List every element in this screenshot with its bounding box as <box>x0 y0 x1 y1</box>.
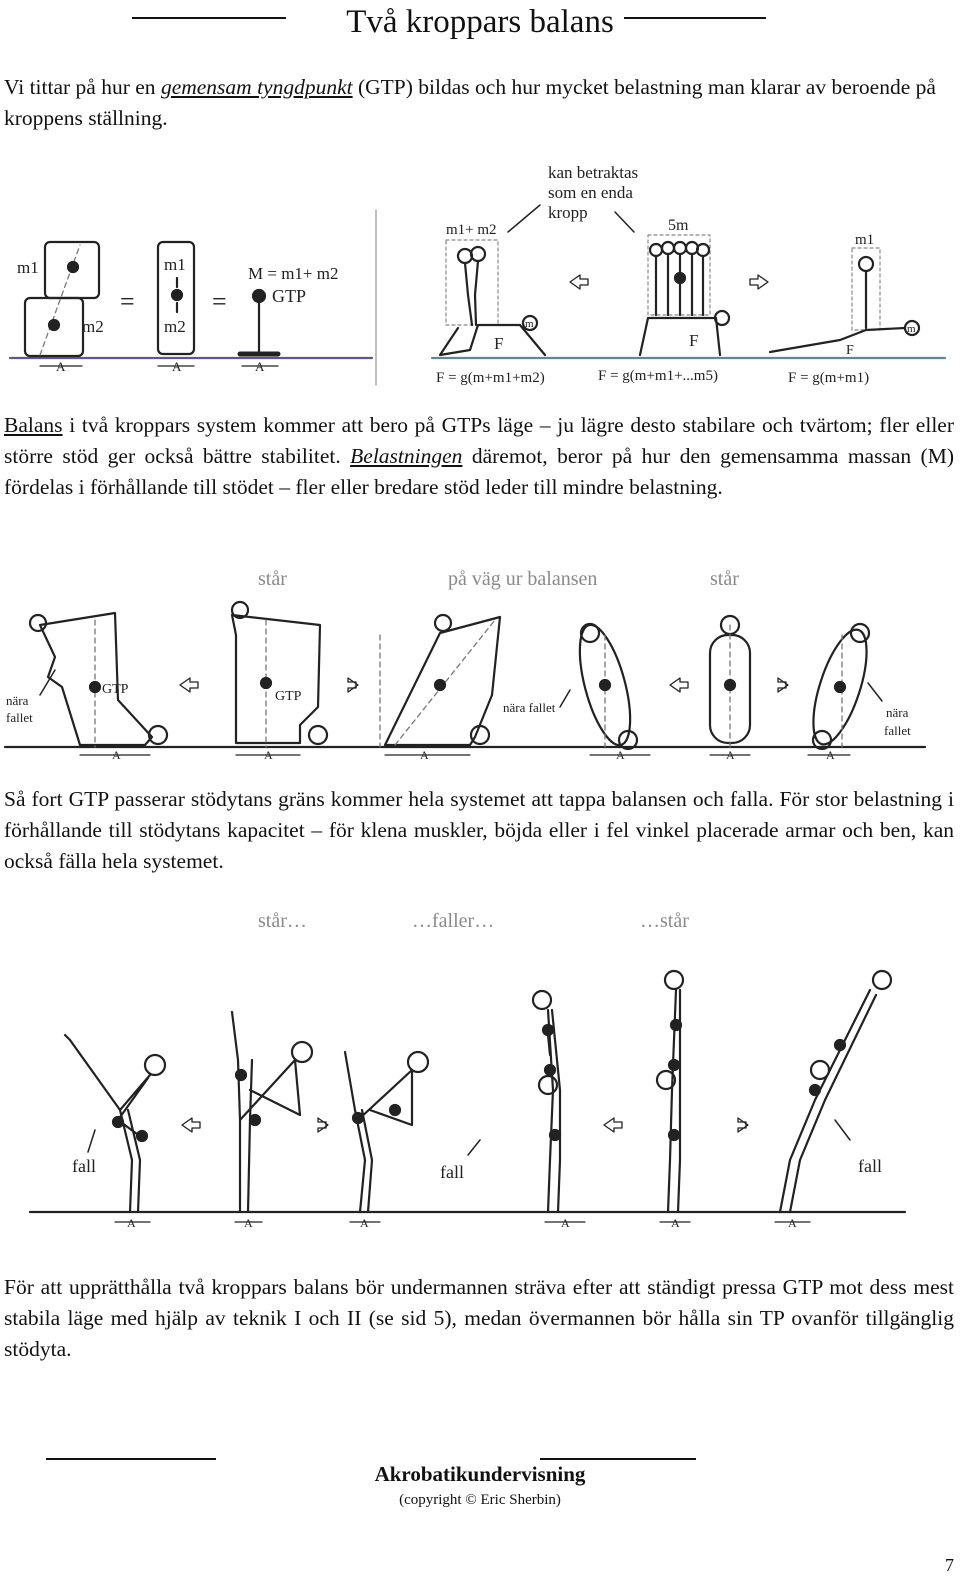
arrow-icon <box>40 670 55 695</box>
dim-a: A <box>127 1216 136 1230</box>
label-fall: fall <box>72 1156 96 1176</box>
arrow-right-icon <box>318 1118 328 1132</box>
figure-fall-sequence <box>0 940 960 1245</box>
intro-paragraph: Vi tittar på hur en gemensam tyngdpunkt (GTP) bildas och hur mycket belastning man klarar av beroende på kroppens ställning. <box>4 75 936 130</box>
acrobat-pair-5 <box>657 971 683 1212</box>
label-gtp: GTP <box>275 689 302 704</box>
dim-a: A <box>264 748 273 762</box>
gtp-icon <box>600 680 610 690</box>
term-gemensam-tyngdpunkt: gemensam tyngdpunkt <box>160 75 353 99</box>
dim-a: A <box>616 748 625 762</box>
label-nara-fallet: nära fallet <box>503 700 556 715</box>
dim-a: A <box>420 748 429 762</box>
head <box>149 726 167 744</box>
caption-falling: …faller… <box>412 910 495 932</box>
acrobats-group-2 <box>640 242 720 355</box>
arrow-right-icon <box>750 275 768 289</box>
label-f: F <box>846 343 854 358</box>
gtp-icon <box>835 682 845 692</box>
note-arrow-right <box>615 212 634 232</box>
acrobat-group-3 <box>770 271 905 352</box>
label-gtp: GTP <box>272 286 307 306</box>
dim-a: A <box>671 1216 680 1230</box>
label-fall: fall <box>858 1156 882 1176</box>
arrow-right-icon <box>348 678 358 692</box>
arrow-icon <box>468 1140 480 1155</box>
arrow-left-icon <box>180 678 198 692</box>
footer-copyright: (copyright © Eric Sherbin) <box>399 1492 561 1508</box>
dim-a: A <box>56 359 66 374</box>
gtp-icon <box>435 680 445 690</box>
footer-title: Akrobatikundervisning <box>374 1462 586 1486</box>
gtp-icon <box>253 290 265 302</box>
note-arrow-left <box>508 205 540 232</box>
term-belastningen: Belastningen <box>350 444 463 468</box>
figure-balance-limits <box>0 595 960 770</box>
arrow-icon <box>868 683 882 701</box>
label-m1: m1 <box>17 258 39 277</box>
note-line2: som en enda <box>548 183 633 202</box>
dim-a: A <box>788 1216 797 1230</box>
gtp-icon <box>90 682 100 692</box>
arrow-right-icon <box>738 1118 748 1132</box>
dim-a: A <box>561 1216 570 1230</box>
head <box>471 247 485 261</box>
acrobat-pair-3 <box>345 1052 428 1212</box>
label-m1m2: m1+ m2 <box>446 222 497 238</box>
page-number: 7 <box>945 1555 954 1575</box>
formula-3: F = g(m+m1) <box>788 370 870 386</box>
formula-2: F = g(m+m1+...m5) <box>598 368 718 384</box>
fall-paragraph: Så fort GTP passerar stödytans gräns kommer hela systemet att tappa balansen och falla. För stor belastning i förhållande till stödytans kapacitet – för klena muskler, böjda eller i fel vinkel placerade armar och ben, kan också fälla hela systemet. <box>4 787 954 873</box>
silhouette-a <box>40 613 152 745</box>
tp-icon <box>68 262 78 272</box>
footer-rule-right <box>540 1458 696 1460</box>
footer-rule-left <box>46 1458 216 1460</box>
head <box>859 257 873 271</box>
dim-a: A <box>244 1216 253 1230</box>
gtp-icon <box>725 680 735 690</box>
acrobat-pair-1 <box>65 1035 165 1212</box>
caption-star-left: står <box>258 568 287 590</box>
tp-icon <box>172 290 182 300</box>
label-m: m <box>907 323 916 335</box>
gtp-icon <box>261 678 271 688</box>
note-line1: kan betraktas <box>548 163 639 182</box>
balance-paragraph: Balans i två kroppars system kommer att bero på GTPs läge – ju lägre desto stabilare och tvärtom; fler eller större stöd ger också bättre stabilitet. Belastningen däremot, beror på hur den gemensamma massan (M) fördelas i förhållande till stödet – fler eller bredare stöd leder till mindre belastning. <box>4 413 954 499</box>
label-m1: m1 <box>855 232 875 248</box>
label-fall: fall <box>440 1162 464 1182</box>
figure-gtp-formation <box>0 150 960 395</box>
arrow-left-icon <box>182 1118 200 1132</box>
dim-a: A <box>172 359 182 374</box>
tp-icon <box>49 320 59 330</box>
dim-a: A <box>360 1216 369 1230</box>
dim-a: A <box>826 748 835 762</box>
arrow-icon <box>88 1130 95 1152</box>
head <box>458 249 472 263</box>
formula-1: F = g(m+m1+m2) <box>436 370 545 386</box>
label-m2: m2 <box>82 317 104 336</box>
head <box>471 726 489 744</box>
silhouette-b <box>232 615 320 743</box>
arrow-left-icon <box>570 275 588 289</box>
label-5m: 5m <box>668 217 689 234</box>
label-fallet: fallet <box>6 710 33 725</box>
equals-sign: = <box>212 287 227 316</box>
acrobats-group-1 <box>440 261 545 355</box>
title-rule-right <box>624 17 766 19</box>
acrobat-pair-2 <box>232 1012 312 1212</box>
arrow-icon <box>835 1120 850 1140</box>
arrow-left-icon <box>604 1118 622 1132</box>
head <box>309 726 327 744</box>
caption-star-start: står… <box>258 910 307 932</box>
label-m-formula: M = m1+ m2 <box>248 264 339 283</box>
final-paragraph: För att upprätthålla två kroppars balans bör undermannen sträva efter att ständigt pressa GTP mot dess mest stabila läge med hjälp av teknik I och II (se sid 5), medan övermannen bör hålla sin TP ovanför tillgänglig stödyta. <box>4 1275 954 1361</box>
head <box>30 615 46 631</box>
label-m2: m2 <box>164 317 186 336</box>
acrobat-pair-4 <box>533 991 560 1212</box>
term-balans: Balans <box>4 413 63 437</box>
label-m1: m1 <box>164 255 186 274</box>
dim-a: A <box>726 748 735 762</box>
dim-a: A <box>112 748 121 762</box>
label-f: F <box>494 334 504 353</box>
label-gtp: GTP <box>102 682 129 697</box>
label-f: F <box>689 331 699 350</box>
caption-star-right: står <box>710 568 739 590</box>
head <box>435 615 451 631</box>
label-fallet: fallet <box>884 723 911 738</box>
page-title: Två kroppars balans <box>346 4 614 40</box>
label-nara: nära <box>886 705 909 720</box>
arrow-left-icon <box>670 678 688 692</box>
label-m: m <box>525 318 534 330</box>
dim-a: A <box>255 359 265 374</box>
arrow-icon <box>560 690 570 707</box>
caption-star-end: …står <box>640 910 689 932</box>
caption-out-of-balance: på väg ur balansen <box>448 568 598 590</box>
label-nara: nära <box>6 693 29 708</box>
equals-sign: = <box>120 287 135 316</box>
note-line3: kropp <box>548 203 588 222</box>
arrow-right-icon <box>778 678 788 692</box>
